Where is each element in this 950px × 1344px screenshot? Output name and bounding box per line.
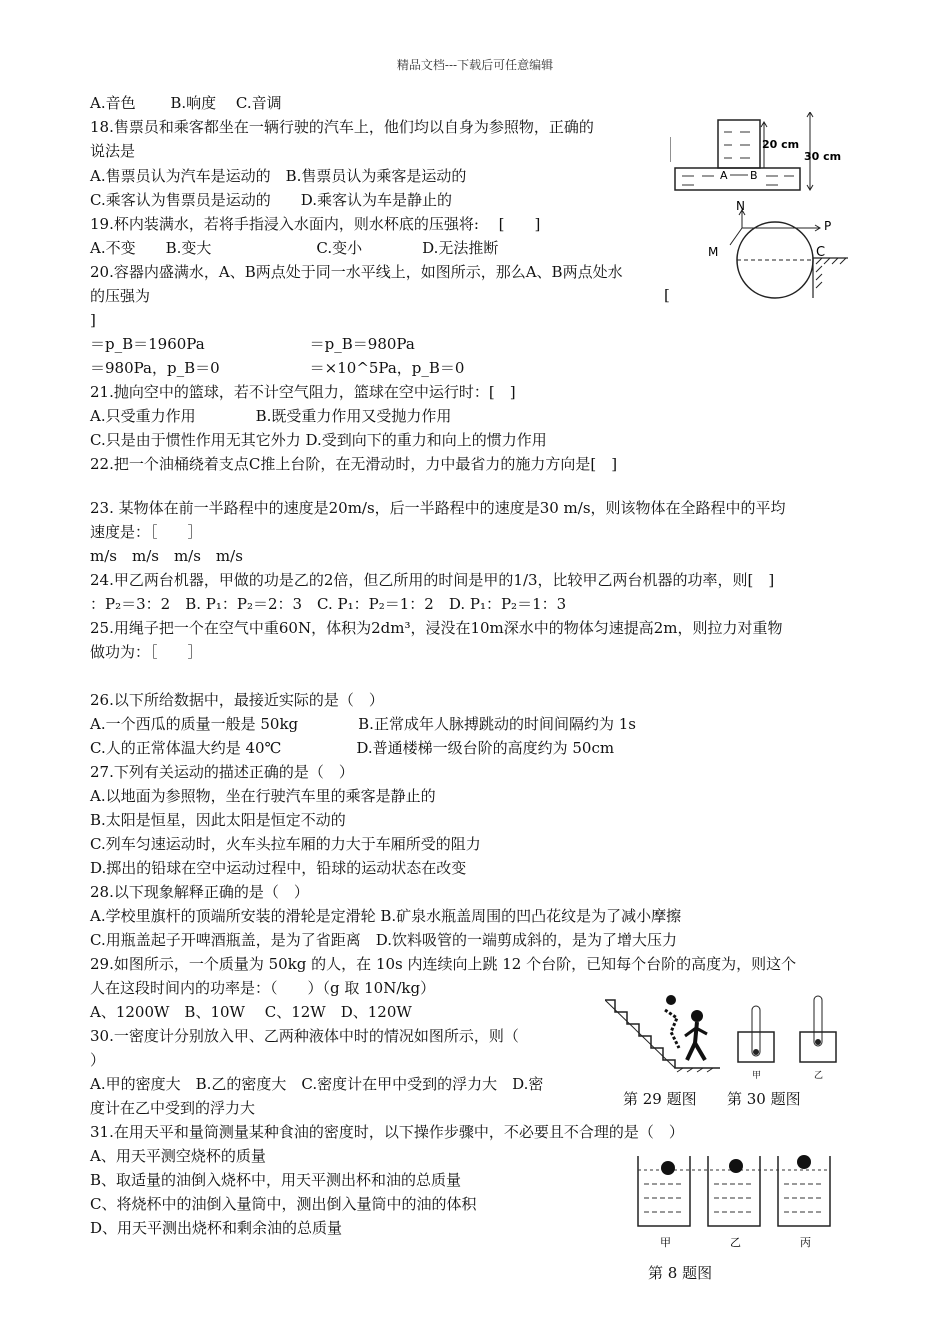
label-c: C xyxy=(816,245,826,260)
text-line: A.以地面为参照物，坐在行驶汽车里的乘客是静止的 xyxy=(90,787,436,805)
text-line: A.一个西瓜的质量一般是 50kg B.正常成年人脉搏跳动的时间间隔约为 1s xyxy=(90,715,636,733)
label-b: B xyxy=(750,169,758,182)
text-line: 20.容器内盛满水，A、B两点处于同一水平线上，如图所示，那么A、B两点处水 xyxy=(90,263,623,281)
label-30cm: 30 cm xyxy=(804,150,842,163)
text-line: A、用天平测空烧杯的质量 xyxy=(90,1147,266,1165)
text-line: A、1200W B、10W C、12W D、120W xyxy=(90,1003,412,1021)
text-line: 31.在用天平和量筒测量某种食油的密度时，以下操作步骤中，不必要且不合理的是（ ） xyxy=(90,1123,684,1141)
text-line: C.乘客认为售票员是运动的 D.乘客认为车是静止的 xyxy=(90,191,452,209)
text-line: 27.下列有关运动的描述正确的是（ ） xyxy=(90,763,354,781)
text-line: C.人的正常体温大约是 40℃ D.普通楼梯一级台阶的高度约为 50cm xyxy=(90,739,615,757)
hydrometer-figure xyxy=(730,992,845,1084)
label-jia-small: 甲 xyxy=(752,1071,762,1081)
label-p: P xyxy=(824,219,832,233)
text-line: 22.把一个油桶绕着支点C推上台阶，在无滑动时，力中最省力的施力方向是[ ] xyxy=(90,455,618,473)
text-line: 的压强为 xyxy=(90,287,151,305)
text-line: A.音色 B.响度 C.音调 xyxy=(90,94,282,112)
text-line: 25.用绳子把一个在空气中重60N，体积为2dm³，浸没在10m深水中的物体匀速提高2m，则拉力对重物 xyxy=(90,619,783,637)
label-m: M xyxy=(708,245,719,259)
text-line: ：P₂＝3：2 B. P₁：P₂＝2：3 C. P₁：P₂＝1：2 D. P₁：P₂＝1：3 xyxy=(90,595,567,613)
label-jia: 甲 xyxy=(660,1236,671,1249)
text-line: 26.以下所给数据中，最接近实际的是（ ） xyxy=(90,691,384,709)
text-line: 19.杯内装满水，若将手指浸入水面内，则水杯底的压强将: [ ] xyxy=(90,215,541,233)
text-line: C.只是由于惯性作用无其它外力 D.受到向下的重力和向上的惯力作用 xyxy=(90,431,547,449)
text-line: 做功为：［ ］ xyxy=(90,643,203,661)
text-line: 说法是 xyxy=(90,142,136,160)
barrel-figure xyxy=(700,200,850,305)
text-line: 人在这段时间内的功率是：（ ）（g 取 10N/kg） xyxy=(90,979,436,997)
label-n: N xyxy=(736,200,745,213)
text-line: ] xyxy=(90,311,96,329)
text-line: D.掷出的铅球在空中运动过程中，铅球的运动状态在改变 xyxy=(90,859,467,877)
text-line: 28.以下现象解释正确的是（ ） xyxy=(90,883,309,901)
label-yi-small: 乙 xyxy=(814,1071,824,1081)
text-line: 18.售票员和乘客都坐在一辆行驶的汽车上，他们均以自身为参照物，正确的 xyxy=(90,118,594,136)
container-figure xyxy=(670,112,850,197)
text-line: ＝980Pa，p_B＝0 ＝×10^5Pa，p_B＝0 xyxy=(90,359,465,377)
text-line: B、取适量的油倒入烧杯中，用天平测出杯和油的总质量 xyxy=(90,1171,462,1189)
text-line: A.只受重力作用 B.既受重力作用又受抛力作用 xyxy=(90,407,452,425)
text-line: m/s m/s m/s m/s xyxy=(90,547,243,565)
text-line: 29.如图所示，一个质量为 50kg 的人，在 10s 内连续向上跳 12 个台阶，已知每个台阶的高度为，则这个 xyxy=(90,955,797,973)
caption-fig30: 第 30 题图 xyxy=(727,1090,801,1108)
text-line: C.列车匀速运动时，火车头拉车厢的力大于车厢所受的阻力 xyxy=(90,835,481,853)
text-line: 速度是：［ ］ xyxy=(90,523,203,541)
text-line: 24.甲乙两台机器，甲做的功是乙的2倍，但乙所用的时间是甲的1/3，比较甲乙两台机器的功率，则[ ] xyxy=(90,571,775,589)
text-line: 21.抛向空中的篮球，若不计空气阻力，篮球在空中运行时：[ ] xyxy=(90,383,516,401)
page-header: 精品文档---下载后可任意编辑 xyxy=(396,58,554,72)
stairs-figure xyxy=(605,988,720,1076)
text-line: C、将烧杯中的油倒入量筒中，测出倒入量筒中的油的体积 xyxy=(90,1195,477,1213)
label-bing: 丙 xyxy=(800,1236,811,1249)
text-line: ＝p_B＝1960Pa ＝p_B＝980Pa xyxy=(90,335,415,353)
text-line: A.学校里旗杆的顶端所安装的滑轮是定滑轮 B.矿泉水瓶盖周围的凹凸花纹是为了减小摩擦 xyxy=(90,907,682,925)
text-line: D、用天平测出烧杯和剩余油的总质量 xyxy=(90,1219,343,1237)
text-line: B.太阳是恒星，因此太阳是恒定不动的 xyxy=(90,811,346,829)
text-line: A.甲的密度大 B.乙的密度大 C.密度计在甲中受到的浮力大 D.密 xyxy=(90,1075,544,1093)
text-line: A.售票员认为汽车是运动的 B.售票员认为乘客是运动的 xyxy=(90,167,467,185)
label-20cm: 20 cm xyxy=(762,138,800,151)
text-line: C.用瓶盖起子开啤酒瓶盖，是为了省距离 D.饮料吸管的一端剪成斜的，是为了增大压力 xyxy=(90,931,677,949)
caption-fig29: 第 29 题图 xyxy=(623,1090,697,1108)
text-line: ） xyxy=(90,1051,106,1069)
bracket-mark: [ xyxy=(664,286,670,304)
beakers-figure xyxy=(632,1148,847,1253)
text-line: 度计在乙中受到的浮力大 xyxy=(90,1099,256,1117)
label-a: A xyxy=(720,169,728,182)
text-line: A.不变 B.变大 C.变小 D.无法推断 xyxy=(90,239,499,257)
text-line: 30.一密度计分别放入甲、乙两种液体中时的情况如图所示，则（ xyxy=(90,1027,519,1045)
text-line: 23. 某物体在前一半路程中的速度是20m/s，后一半路程中的速度是30 m/s，则该物体在全路程中的平均 xyxy=(90,499,786,517)
label-yi: 乙 xyxy=(730,1236,741,1249)
caption-fig8: 第 8 题图 xyxy=(648,1264,713,1282)
